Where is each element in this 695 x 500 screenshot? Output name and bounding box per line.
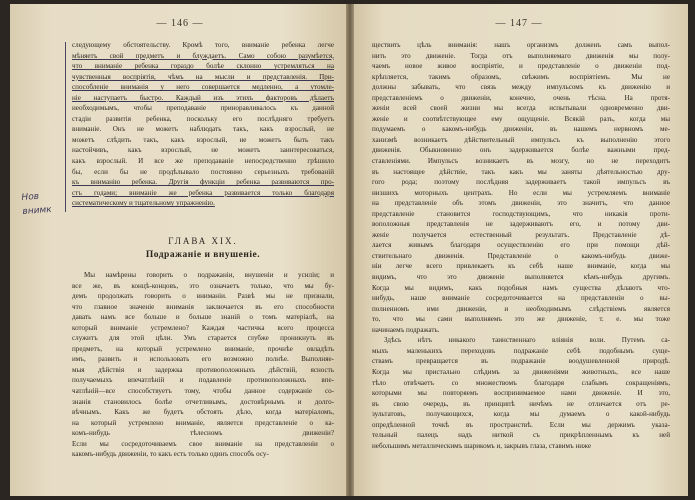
text-line: чаемъ новое живое воспріятіе, и представленіе о движеніи под- (372, 62, 670, 71)
text-line: систематическому и тщательному упражненію. (72, 199, 215, 208)
text-line: ніе наступаетъ быстро. Каждый изъ этихъ факторовъ дѣлаетъ (72, 93, 334, 102)
text-line: полненномъ ими движеніи, и необходимымъ слѣдствіемъ является (372, 304, 670, 313)
text-line: воположныя представленія не задерживаютъ его, и потому дви- (372, 220, 670, 229)
right-page (350, 4, 688, 496)
page-number-right: — 147 — (495, 18, 543, 29)
text-line: опредѣленной точкѣ въ пространствѣ. Если мы держимъ указа- (372, 420, 670, 429)
left-paragraph-2 (72, 270, 334, 460)
text-line: небольшимъ металлическимъ шарикомъ и, закрывъ глаза, ставимъ ниже (372, 441, 591, 450)
text-line: мыхъ маленькихъ переходовъ подражаніе себѣ подобнымъ суще- (372, 346, 670, 355)
text-line: ществить цѣль вниманія: нашъ организмъ долженъ самъ выпол- (372, 41, 670, 49)
text-line: знанія становилось болѣе отчетливымъ, достовѣрнымъ и долго- (72, 397, 334, 406)
right-paragraph-2 (372, 335, 670, 451)
text-line: женіе получается естественный результатъ. Представленіе дѣ- (372, 230, 670, 239)
text-line: стъ годами; вниманіе же ребенка развивается только благодаря (72, 188, 334, 197)
text-line: должны забывать, что связь между импульсомъ къ движенію и (372, 83, 670, 92)
text-line: на который устремлено вниманіе, является представленіе о ка- (72, 418, 334, 427)
text-line: зультатовъ, получающихся, когда мы думаемъ о какой-нибудь (372, 410, 670, 419)
right-page-text (372, 40, 670, 451)
text-line: тельный палецъ надъ ниткой съ прикрѣпленнымъ къ ней (372, 431, 670, 440)
text-line: все же, въ концѣ-концовъ, это означаетъ только, что мы бу- (72, 281, 334, 290)
text-line: подумаемъ о какомъ-нибудь движеніи, въ нашемъ нервномъ ме- (372, 125, 670, 134)
text-line: способленіе вниманія у него совершается медленно, а утомле- (72, 83, 334, 92)
margin-note-line: Нов (21, 191, 40, 204)
chapter-title: Подражаніе и внушеніе. (145, 250, 261, 260)
right-paragraph-1 (372, 40, 670, 335)
text-line: въ настоящее дѣйствіе, такъ какъ мы заняты дѣятельностью дру- (372, 167, 670, 176)
text-line: необходимымъ, чтобы преподаваніе приноравливалось къ данной (72, 104, 334, 113)
text-line: то, что мы сами выполняемъ это же движеніе, т. е. мы тоже (372, 315, 670, 324)
text-line: Если мы сосредоточиваемъ свое вниманіе на представленіи о (72, 439, 334, 448)
text-line: ханизмѣ возникаетъ дѣйствительный импульсъ къ выполненію этого (372, 135, 670, 144)
text-line: какъ взрослый. И все же преподаваніе непосредственно грѣшило (72, 157, 334, 166)
text-line: Здѣсь нѣтъ никакого таинственнаго вліянія воли. Путемъ са- (384, 336, 670, 345)
chapter-number: ГЛАВА XIX. (168, 236, 238, 246)
text-line: следующему обстоятельству. Кромѣ того, вниманіе ребенка легче (72, 41, 334, 49)
left-paragraph-1 (72, 40, 334, 209)
text-line: ставленіями. Импульсъ возникаетъ въ мозгу, но не переходитъ (372, 157, 670, 166)
text-line: которыми мы повторяемъ воспринимаемое нами движеніе. И это, (372, 389, 670, 398)
margin-bracket-mark (65, 42, 70, 212)
text-line: Мы намѣрены говорить о подражаніи, внушеніи и усиліи; и (84, 271, 334, 279)
book-spine (346, 4, 354, 496)
text-line: стадіи развитія ребенка, поскольку его послѣдняго требуетъ (72, 114, 334, 123)
text-line: женіи всей своей жизни мы всегда испытывали одновременно дви- (372, 104, 670, 113)
text-line: движенія. Обыкновенно онъ задерживается болѣе важными пред- (372, 146, 670, 155)
text-line: крѣпляется, такимъ образомъ, свѣжимъ воспріятіемъ. Мы не (372, 72, 670, 81)
open-book (10, 4, 688, 496)
handwritten-margin-note (21, 189, 52, 219)
text-line: къ вниманію ребенка. Другія функціи ребенка развиваются про- (72, 178, 334, 187)
text-line: женіе и соотвѣтствующее ему ощущеніе. Всякій разъ, когда мы (372, 114, 670, 123)
text-line: что вниманіе ребенка гораздо болѣе склонно устремляться на (72, 62, 334, 71)
text-line: получаемыхъ впечатлѣній и подавленіе противоположныхъ впе- (72, 376, 334, 385)
text-line: ствительнаго движенія. Представленіе о какомъ-нибудь движе- (372, 251, 670, 260)
text-line: давать намъ все больше и больше знаній о томъ матеріалѣ, на (72, 313, 334, 322)
text-line: чувственныя воспріятія, чѣмъ на мысли и представленія. При- (72, 72, 334, 81)
text-line: на представленіе объ этомъ движеніи, это значитъ, что данное (372, 199, 670, 208)
text-line: низшихъ моторныхъ центрахъ. Но если мы устремляемъ вниманіе (372, 188, 670, 197)
text-line: представленіе становится господствующимъ, что никакія проти- (372, 209, 670, 218)
text-line: начинаемъ подражать. (372, 325, 440, 334)
text-line: демъ продолжать говорить о вниманіи. Развѣ мы не признали, (72, 292, 334, 301)
page-number-left: — 146 — (156, 18, 204, 29)
text-line: лается живымъ благодаря осуществленію его при помощи дѣй- (372, 241, 670, 250)
text-line: вѣчнымъ. Какъ же будетъ обстоять дѣло, когда матеріаломъ, (72, 408, 334, 417)
text-line: гого рода; поэтому послѣдняя задерживаетъ такой импульсъ въ (372, 178, 670, 187)
text-line: служитъ для этой цѣли. Умъ старается глубже проникнуть въ (72, 334, 334, 343)
text-line: предметъ, на который устремлено вниманіе, прочнѣе овладѣть (72, 344, 334, 353)
text-line: ніи легче всего привлекаетъ къ себѣ наше вниманіе, когда мы (372, 262, 670, 271)
text-line: представленіемъ о движеніи, конечно, очень тѣсна. На протя- (372, 93, 670, 102)
text-line: который вниманіе устремлено? Каждая частичка всего процесса (72, 323, 334, 332)
text-line: мѣняетъ свой предметъ и блуждаетъ. Само собою разумѣется, (72, 51, 334, 60)
text-line: что главное значеніе вниманія заключается въ его способности (72, 302, 334, 311)
text-line: мыя дѣйствія и задержка противоположныхъ дѣйствій, ясность (72, 365, 334, 374)
text-line: видимъ, что это движеніе выполняется кѣмъ-нибудь другимъ. (372, 273, 670, 282)
text-line: настойчивъ, какъ взрослый, не можетъ заинтересоваться, (72, 146, 334, 155)
text-line: комъ-нибудь тѣлесномъ движеніи? (72, 429, 334, 438)
text-line: чатлѣній—все способствуетъ тому, чтобы данное содержаніе со- (72, 387, 334, 396)
text-line: бы, если бы не продѣлывало постоянно серьезныхъ требованій (72, 167, 334, 176)
text-line: тѣло отвѣчаетъ со множествомъ благодаря слабымъ сокращеніямъ, (372, 378, 670, 387)
text-line: Когда мы видимъ, какъ подобныя намъ существа дѣлаютъ что- (372, 283, 670, 292)
text-line: въ свою очередь, въ принципѣ ничѣмъ не отличается отъ ре- (372, 399, 670, 408)
text-line: нить это движеніе. Тогда отъ выполняемаго движенія мы полу- (372, 51, 670, 60)
text-line: нибудь, наше вниманіе сосредоточивается на представленіи о вы- (372, 294, 670, 303)
text-line: имъ, развить и использовать его возможно полнѣе. Выполняе- (72, 355, 334, 364)
left-page (10, 4, 350, 496)
margin-note-line: внимк (22, 204, 53, 217)
text-line: вниманіе. Онъ не можетъ наблюдать такъ, какъ взрослый, не (72, 125, 334, 134)
text-line: какомъ-нибудь движеніи, то какъ есть только одинъ способъ осу- (72, 450, 269, 459)
text-line: Когда мы пристально слѣдимъ за движеніями животныхъ, все наше (372, 367, 670, 376)
text-line: ствамъ превращается въ подражаніе воодушевленной природѣ. (372, 357, 670, 366)
text-line: можетъ слѣдить такъ, какъ взрослый, не можетъ быть такъ (72, 135, 334, 144)
